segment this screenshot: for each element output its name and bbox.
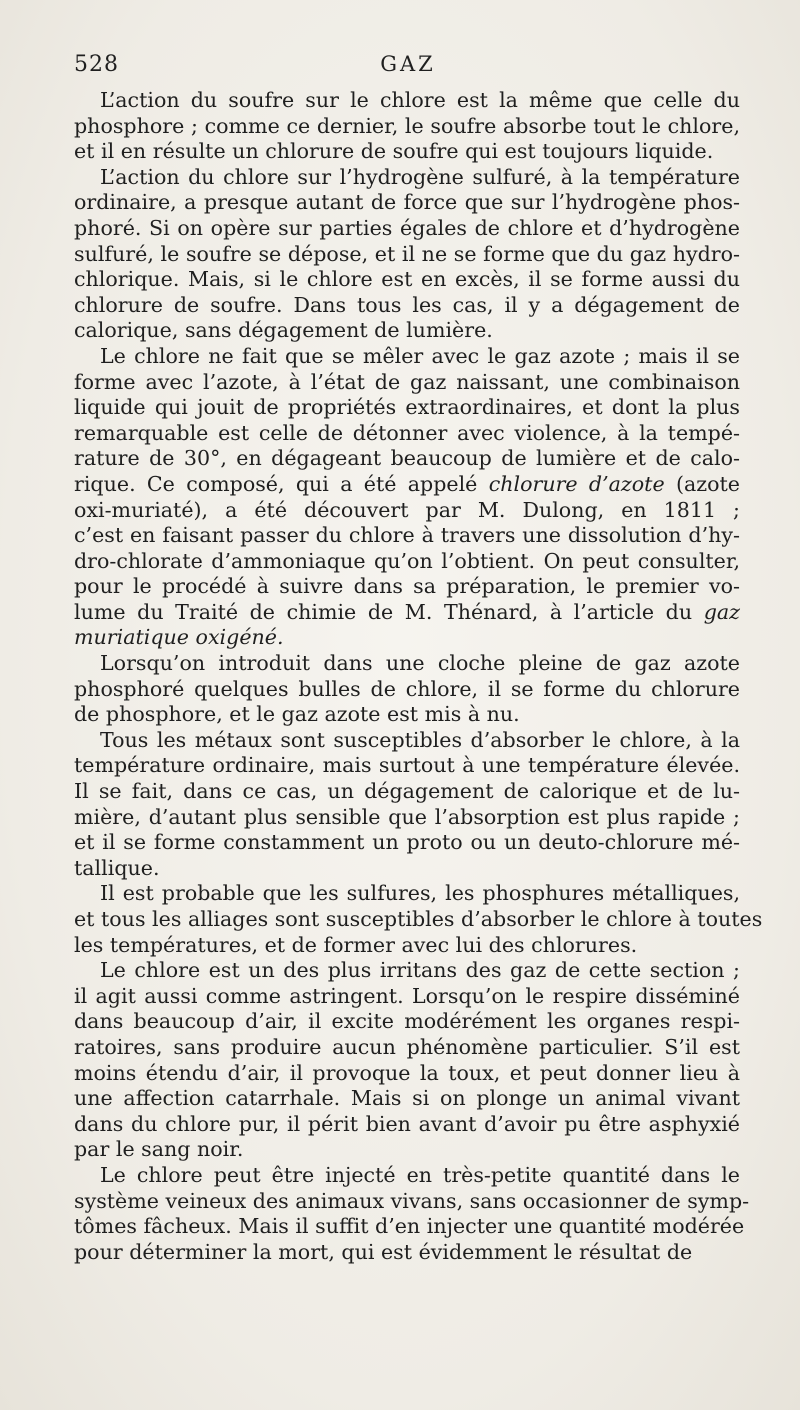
page-number: 528 — [74, 52, 119, 77]
paragraph — [74, 1162, 750, 1265]
body-text — [74, 88, 763, 1265]
text-line: rature de 30°, en dégageant beaucoup de lumière et de calo- — [74, 446, 740, 471]
text-line: moins étendu d’air, il provoque la toux, et peut donner lieu à — [74, 1060, 740, 1085]
text-line: lume du Traité de chimie de M. Thénard, à l’article du gaz — [74, 599, 740, 624]
text-line: et il se forme constamment un proto ou un deuto-chlorure mé- — [74, 830, 740, 855]
paragraph — [74, 165, 740, 344]
paragraph — [74, 728, 740, 882]
text-line: sulfuré, le soufre se dépose, et il ne se forme que du gaz hydro- — [74, 241, 740, 266]
text-line: pour le procédé à suivre dans sa préparation, le premier vo- — [74, 574, 740, 599]
text-line: dans du chlore pur, il périt bien avant d’avoir pu être asphyxié — [74, 1111, 740, 1136]
paragraph — [74, 344, 740, 651]
paragraph — [74, 651, 740, 728]
text-line: remarquable est celle de détonner avec violence, à la tempé- — [74, 420, 740, 445]
text-line: forme avec l’azote, à l’état de gaz naissant, une combinaison — [74, 369, 740, 394]
text-line: L’action du chlore sur l’hydrogène sulfuré, à la température — [100, 164, 740, 189]
text-line: phoré. Si on opère sur parties égales de chlore et d’hydrogène — [74, 215, 740, 240]
text-line: une affection catarrhale. Mais si on plonge un animal vivant — [74, 1086, 740, 1111]
text-line: et il en résulte un chlorure de soufre qui est toujours liquide. — [74, 139, 714, 164]
text-line: c’est en faisant passer du chlore à travers une dissolution d’hy- — [74, 523, 740, 548]
text-line: tallique. — [74, 855, 160, 880]
text-line: les températures, et de former avec lui des chlorures. — [74, 932, 638, 957]
text-line: phosphore ; comme ce dernier, le soufre absorbe tout le chlore, — [74, 113, 740, 138]
paragraph — [74, 88, 740, 165]
text-line: et tous les alliages sont susceptibles d’absorber le chlore à toutes — [74, 907, 763, 931]
paragraph — [74, 958, 740, 1163]
text-line: Tous les métaux sont susceptibles d’absorber le chlore, à la — [100, 727, 740, 752]
text-line: oxi-muriaté), a été découvert par M. Dulong, en 1811 ; — [74, 497, 740, 522]
text-line: Le chlore ne fait que se mêler avec le gaz azote ; mais il se — [100, 343, 740, 368]
page-header — [74, 52, 742, 86]
text-line: chlorique. Mais, si le chlore est en excès, il se forme aussi du — [74, 267, 740, 292]
text-line: muriatique oxigéné. — [74, 625, 284, 650]
running-title: GAZ — [380, 52, 436, 76]
paragraph — [74, 881, 763, 958]
text-line: dans beaucoup d’air, il excite modérément les organes respi- — [74, 1009, 740, 1034]
text-line: ordinaire, a presque autant de force que sur l’hydrogène phos- — [74, 190, 740, 215]
text-line: pour déterminer la mort, qui est évidemment le résultat de — [74, 1239, 693, 1264]
text-line: température ordinaire, mais surtout à une température élevée. — [74, 753, 740, 778]
text-line: calorique, sans dégagement de lumière. — [74, 318, 493, 343]
text-line: ratoires, sans produire aucun phénomène particulier. S’il est — [74, 1034, 740, 1059]
text-line: Il est probable que les sulfures, les phosphures métalliques, — [100, 881, 740, 906]
text-line: L’action du soufre sur le chlore est la même que celle du — [100, 88, 740, 112]
text-line: phosphoré quelques bulles de chlore, il se forme du chlorure — [74, 676, 740, 701]
text-line: système veineux des animaux vivans, sans occasionner de symp- — [74, 1188, 750, 1213]
text-line: de phosphore, et le gaz azote est mis à nu. — [74, 702, 520, 727]
text-line: Il se fait, dans ce cas, un dégagement de calorique et de lu- — [74, 779, 740, 804]
text-line: rique. Ce composé, qui a été appelé chlorure d’azote (azote — [74, 471, 740, 496]
text-line: Le chlore peut être injecté en très-petite quantité dans le — [100, 1162, 740, 1187]
text-line: dro-chlorate d’ammoniaque qu’on l’obtient. On peut consulter, — [74, 548, 740, 573]
text-line: Le chlore est un des plus irritans des gaz de cette section ; — [100, 958, 740, 983]
text-line: il agit aussi comme astringent. Lorsqu’on le respire disséminé — [74, 983, 740, 1008]
text-line: liquide qui jouit de propriétés extraordinaires, et dont la plus — [74, 395, 740, 420]
text-line: mière, d’autant plus sensible que l’absorption est plus rapide ; — [74, 804, 740, 829]
text-line: tômes fâcheux. Mais il suffit d’en injecter une quantité modérée — [74, 1214, 745, 1239]
text-line: chlorure de soufre. Dans tous les cas, il y a dégagement de — [74, 292, 740, 317]
text-line: Lorsqu’on introduit dans une cloche pleine de gaz azote — [100, 651, 740, 676]
text-line: par le sang noir. — [74, 1137, 244, 1162]
